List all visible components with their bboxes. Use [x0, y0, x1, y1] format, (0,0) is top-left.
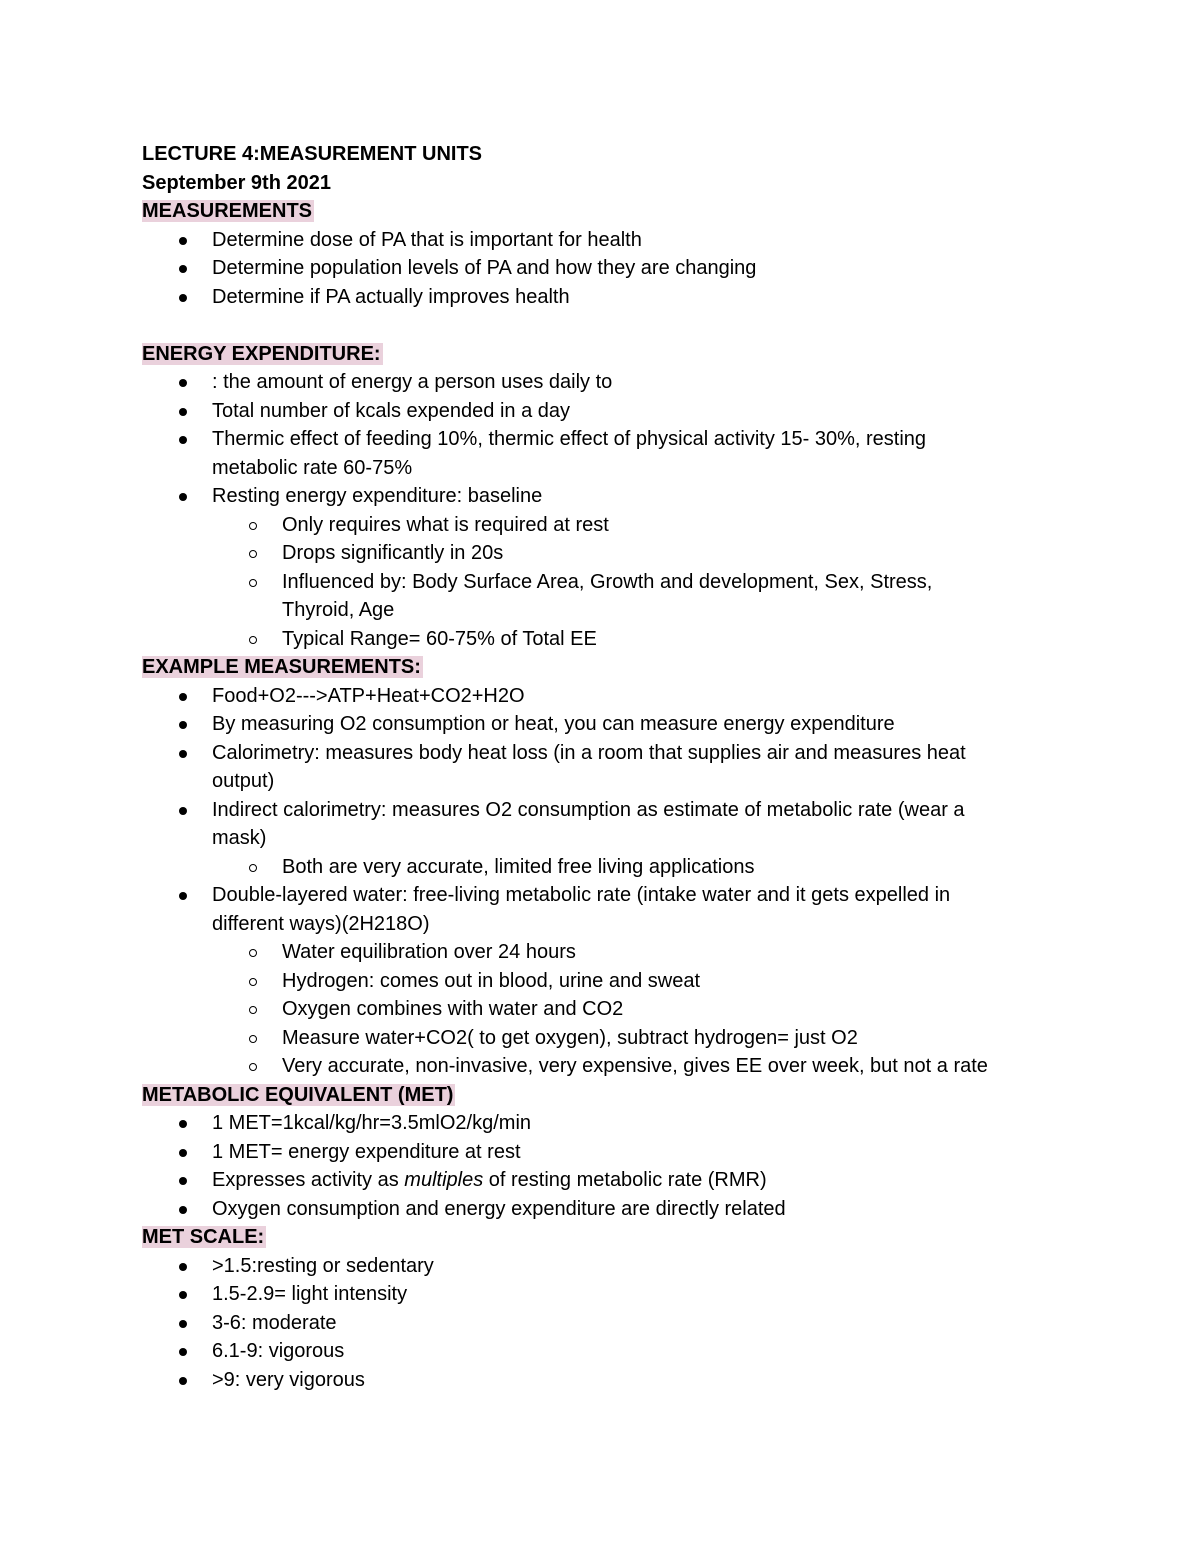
list-item-continuation: mask)	[212, 827, 267, 849]
circle-bullet-icon	[249, 1035, 257, 1043]
section-heading-energy-expenditure: ENERGY EXPENDITURE:	[142, 342, 381, 365]
list-item: Indirect calorimetry: measures O2 consumption as estimate of metabolic rate (wear a	[142, 796, 1062, 825]
bullet-icon	[179, 1177, 187, 1185]
spacer	[142, 311, 1062, 340]
bullet-icon	[179, 693, 187, 701]
section-heading-example-measurements: EXAMPLE MEASUREMENTS:	[142, 656, 421, 678]
sub-list-item: Influenced by: Body Surface Area, Growth and development, Sex, Stress,	[142, 568, 1062, 597]
bullet-icon	[179, 721, 187, 729]
bullet-icon	[179, 265, 187, 273]
circle-bullet-icon	[249, 550, 257, 558]
bullet-icon	[179, 1291, 187, 1299]
circle-bullet-icon	[249, 522, 257, 530]
circle-bullet-icon	[249, 636, 257, 644]
list-item: 1 MET=1kcal/kg/hr=3.5mlO2/kg/min	[142, 1109, 1062, 1138]
circle-bullet-icon	[249, 978, 257, 986]
list-item: Food+O2--->ATP+Heat+CO2+H2O	[142, 682, 1062, 711]
sub-list-item: Water equilibration over 24 hours	[142, 938, 1062, 967]
bullet-icon	[179, 379, 187, 387]
circle-bullet-icon	[249, 1063, 257, 1071]
sub-list-item: Typical Range= 60-75% of Total EE	[142, 625, 1062, 654]
sub-list-item: Oxygen combines with water and CO2	[142, 995, 1062, 1024]
sub-list-item: Hydrogen: comes out in blood, urine and sweat	[142, 967, 1062, 996]
bullet-icon	[179, 294, 187, 302]
list-item: Determine population levels of PA and how they are changing	[142, 254, 1062, 283]
circle-bullet-icon	[249, 949, 257, 957]
sub-list-item-continuation: Thyroid, Age	[282, 599, 395, 621]
list-item: By measuring O2 consumption or heat, you can measure energy expenditure	[142, 710, 1062, 739]
bullet-icon	[179, 1149, 187, 1157]
list-item: 3-6: moderate	[142, 1309, 1062, 1338]
bullet-icon	[179, 493, 187, 501]
list-item-continuation: different ways)(2H218O)	[212, 912, 430, 935]
list-item: Determine dose of PA that is important for health	[142, 226, 1062, 255]
list-item: Thermic effect of feeding 10%, thermic effect of physical activity 15- 30%, resting	[142, 425, 1062, 454]
bullet-icon	[179, 1206, 187, 1214]
bullet-icon	[179, 807, 187, 815]
bullet-icon	[179, 436, 187, 444]
circle-bullet-icon	[249, 864, 257, 872]
list-item: >9: very vigorous	[142, 1366, 1062, 1395]
list-item: : the amount of energy a person uses daily to	[142, 368, 1062, 397]
list-item: Expresses activity as multiples of resting metabolic rate (RMR)	[142, 1166, 1062, 1195]
bullet-icon	[179, 1263, 187, 1271]
list-item-continuation: metabolic rate 60-75%	[212, 456, 413, 479]
bullet-icon	[179, 1120, 187, 1128]
section-heading-met-scale: MET SCALE:	[142, 1226, 265, 1248]
bullet-icon	[179, 1377, 187, 1385]
document-page	[142, 140, 1062, 1394]
lecture-date: September 9th 2021	[142, 171, 331, 194]
sub-list-item: Both are very accurate, limited free living applications	[142, 853, 1062, 882]
bullet-icon	[179, 1320, 187, 1328]
bullet-icon	[179, 408, 187, 416]
circle-bullet-icon	[249, 1006, 257, 1014]
bullet-icon	[179, 237, 187, 245]
list-item: Calorimetry: measures body heat loss (in a room that supplies air and measures heat	[142, 739, 1062, 768]
lecture-title: LECTURE 4:MEASUREMENT UNITS	[142, 143, 483, 165]
bullet-icon	[179, 1348, 187, 1356]
list-item: 6.1-9: vigorous	[142, 1337, 1062, 1366]
section-heading-measurements: MEASUREMENTS	[142, 200, 313, 222]
italic-text: multiples	[404, 1169, 484, 1191]
list-item: Resting energy expenditure: baseline	[142, 482, 1062, 511]
sub-list-item: Measure water+CO2( to get oxygen), subtract hydrogen= just O2	[142, 1024, 1062, 1053]
sub-list-item: Drops significantly in 20s	[142, 539, 1062, 568]
list-item: Determine if PA actually improves health	[142, 283, 1062, 312]
list-item-continuation: output)	[212, 770, 275, 792]
list-item: Double-layered water: free-living metabolic rate (intake water and it gets expelled in	[142, 881, 1062, 910]
list-item: Oxygen consumption and energy expenditure are directly related	[142, 1195, 1062, 1224]
section-heading-metabolic-equivalent: METABOLIC EQUIVALENT (MET)	[142, 1083, 454, 1106]
list-item: 1.5-2.9= light intensity	[142, 1280, 1062, 1309]
bullet-icon	[179, 750, 187, 758]
bullet-icon	[179, 892, 187, 900]
list-item: 1 MET= energy expenditure at rest	[142, 1138, 1062, 1167]
list-item: >1.5:resting or sedentary	[142, 1252, 1062, 1281]
circle-bullet-icon	[249, 579, 257, 587]
list-item: Total number of kcals expended in a day	[142, 397, 1062, 426]
sub-list-item: Very accurate, non-invasive, very expensive, gives EE over week, but not a rate	[142, 1052, 1062, 1081]
sub-list-item: Only requires what is required at rest	[142, 511, 1062, 540]
